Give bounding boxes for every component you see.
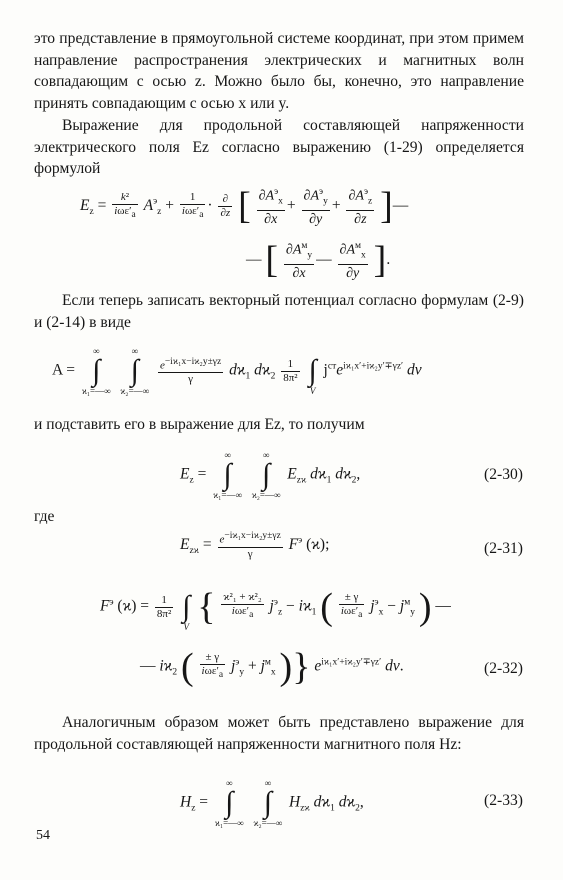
eq-number-2-30: (2-30) [484,466,523,483]
paragraph-1: это представление в прямоугольной системе координат, при этом примем направление распространения электрических и магнитных волн совпадающим с осью z. Можно было бы, конечно, это направление принять совпадающим с осью x или y. [34,30,524,112]
equation-2-33: $H_z$ = ∞ ∫ ϰ₁=—∞ ∞ ∫ ϰ₂=—∞ $H_{zϰ}$ $dϰ_1$ $dϰ_2$, [180,778,364,828]
equation-vector-potential: A = ∞ ∫ ϰ₁=—∞ ∞ ∫ ϰ₂=—∞ $\frac{e^{-iϰ_1x-iϰ_2y\pm\gamma z}}{\gamma}$ $dϰ_1$ $dϰ_2$ $\frac{1}{\text{8π²}}$ ∫ V $j^{ст}e^{iϰ_1x'+iϰ_2y'\mp\gamma z'}$ dv [52,346,422,396]
paragraph-6: Аналогичным образом может быть представлено выражение для продольной составляющей напряженности магнитного поля Hz: [34,714,524,753]
eq-number-2-32: (2-32) [484,660,523,677]
equation-2-32-line1: $F^э$ (ϰ) = $\frac{1}{\text{8π²}}$ ∫ V { $\frac{\text{ϰ²₁ + ϰ²₂}}{i\omega\varepsilon'_a}$ $j^э_z - iϰ_1$ ( $\frac{\pm \gamma}{i\omega\varepsilon'_a}$ $j^э_x - j^м_y$ ) — [100,586,451,632]
equation-2-30: $E_z$ = ∞ ∫ ϰ₁=—∞ ∞ ∫ ϰ₂=—∞ $E_{zϰ}$ $dϰ_1$ $dϰ_2$, [180,450,361,500]
equation-ez-line1: $E_z$ = $\frac{\text{k²}}{i\omega\varepsilon'_a}$ $A^э_z$ + $\frac{1}{i\omega\varepsilon'_a}$ · $\frac{\partial}{\partial z}$ [ $\frac{\partial A^э_x}{\partial x}$ + $\frac{\partial A^э_y}{\partial y}$ + $\frac{\partial A^э_z}{\partial z}$ ]— [80,185,409,228]
paragraph-3: Если теперь записать векторный потенциал согласно формулам (2-9) и (2-14) в виде [34,292,524,331]
equation-2-31: $E_{zϰ}$ = $\frac{e^{-iϰ_1x-iϰ_2y\pm\gamma z}}{\gamma}$ $F^э$ (ϰ); [180,531,330,560]
equation-2-32-line2: — $iϰ_2$ ( $\frac{\pm \gamma}{i\omega\varepsilon'_a}$ $j^э_y + j^м_x$ )} $e^{iϰ_1x'+iϰ_2y'\mp\gamma z'}$ dv. [140,646,404,688]
page-number: 54 [36,828,50,843]
paragraph-2: Выражение для продольной составляющей напряженности электрического поля Ez согласно выражению (1-29) определяется формулой [34,117,524,178]
equation-ez-line2: — [ $\frac{\partial A^м_y}{\partial x}$ — $\frac{\partial A^м_x}{\partial y}$ ]. [246,239,391,282]
paragraph-5: где [34,508,55,525]
eq-number-2-31: (2-31) [484,540,523,557]
paragraph-4: и подставить его в выражение для Ez, то получим [34,416,365,433]
eq-number-2-33: (2-33) [484,792,523,809]
